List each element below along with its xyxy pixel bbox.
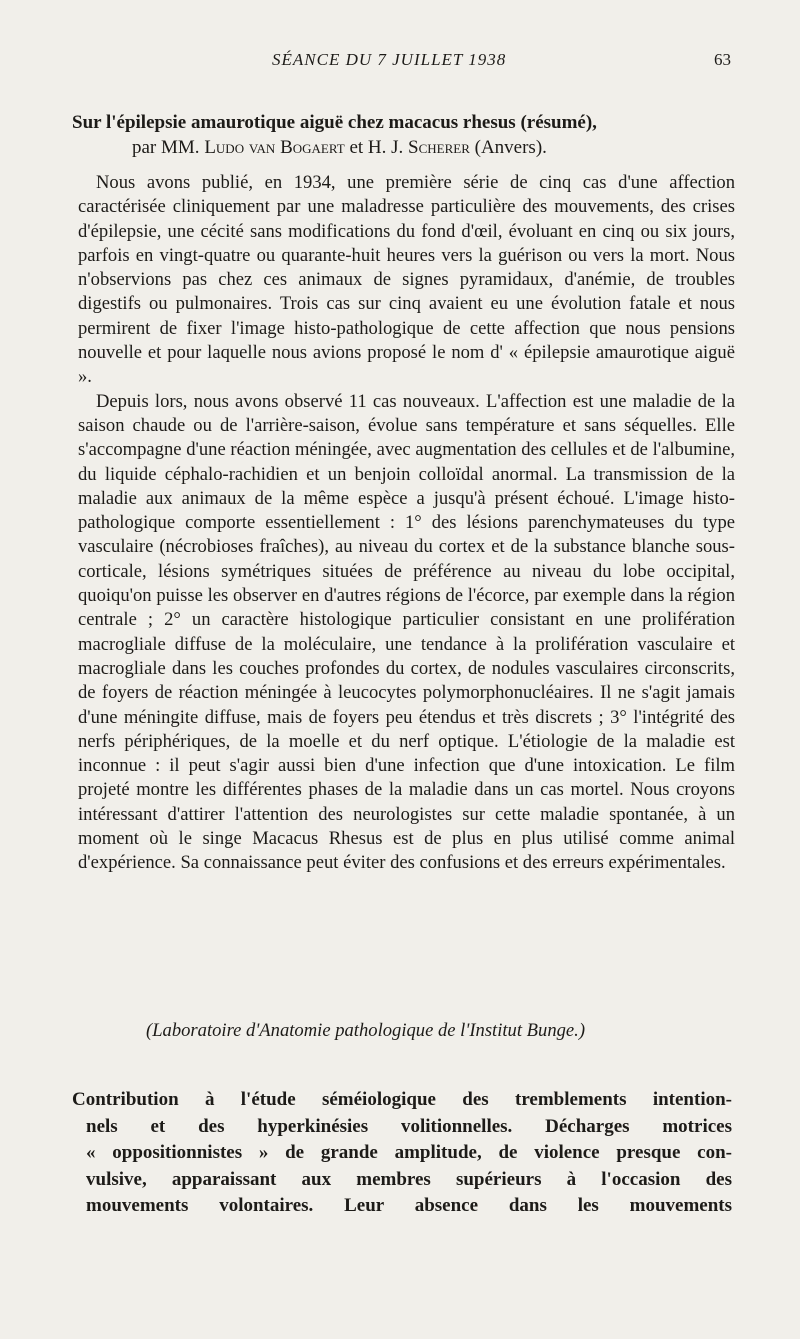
- running-head-title: SÉANCE DU 7 JUILLET 1938: [272, 50, 507, 69]
- paragraph: Depuis lors, nous avons observé 11 cas nouveaux. L'affection est une maladie de la saison chaude ou de l'arrière-saison, évolue sans température et sans séquelles. Elle s'accompagne d'une réaction méningée, avec augmentation des cellules et de l'albumine, du liquide céphalo-rachidien et un benjoin colloïdal anormal. La transmission de la maladie aux animaux de la même espèce a jusqu'à présent échoué. L'image histo-pathologique comporte essentiellement : 1° des lésions parenchymateuses du type vasculaire (nécrobioses fraîches), au niveau du cortex et de la substance blanche sous-corticale, lésions symétriques situées de préférence au niveau du lobe occipital, quoiqu'on puisse les observer en d'autres régions de l'écorce, par exemple dans la région centrale ; 2° un caractère histologique particulier consistant en une prolifération macrogliale diffuse de la moléculaire, une tendance à la prolifération vasculaire et macrogliale dans les couches profondes du cortex, de nodules vasculaires circonscrits, de foyers de réaction méningée à leucocytes polymorphonucléaires. Il ne s'agit jamais d'une méningite diffuse, mais de foyers peu étendus et très discrets ; 3° l'intégrité des nerfs périphériques, de la moelle et du nerf optique. L'étiologie de la maladie est inconnue : il peut s'agir aussi bien d'une infection que d'une intoxication. Le film projeté montre les différentes phases de la maladie dans un cas mortel. Nous croyons intéressant d'attirer l'attention des neurologistes sur cette maladie spontanée, à un moment où le singe Macacus Rhesus est de plus en plus utilisé comme animal d'expérience. Sa connaissance peut éviter des confusions et des erreurs expérimentales.: [78, 390, 735, 874]
- article-body: [78, 171, 735, 876]
- next-article-title: [72, 1087, 732, 1220]
- next-title-line: Contribution à l'étude séméiologique des tremblements intention-: [72, 1089, 732, 1110]
- byline-prefix: par MM.: [132, 137, 200, 158]
- next-title-line: mouvements volontaires. Leur absence dans les mouvements: [86, 1195, 732, 1216]
- next-title-line: nels et des hyperkinésies volitionnelles. Décharges motrices: [86, 1115, 732, 1137]
- byline-et: et: [349, 137, 364, 158]
- page-number: 63: [714, 50, 731, 69]
- next-title-line: « oppositionnistes » de grande amplitude, de violence presque con-: [86, 1142, 732, 1163]
- byline-location: (Anvers).: [474, 137, 547, 158]
- next-title-line: vulsive, apparaissant aux membres supérieurs à l'occasion des: [86, 1168, 732, 1190]
- author-2: H. J. Scherer: [367, 137, 470, 158]
- article-title-block: [72, 110, 742, 160]
- affiliation: (Laboratoire d'Anatomie pathologique de l'Institut Bunge.): [146, 1020, 586, 1041]
- paragraph: Nous avons publié, en 1934, une première série de cinq cas d'une affection caractérisée cliniquement par une maladresse particulière des mouvements, des crises d'épilepsie, une cécité sans modifications du fond d'œil, évoluant en cinq ou six jours, parfois en vingt-quatre ou quarante-huit heures vers la guérison ou vers la mort. Nous n'observions pas chez ces animaux de signes pyramidaux, d'anémie, de troubles digestifs ou pulmonaires. Trois cas sur cinq avaient eu une évolution fatale et nous permirent de fixer l'image histo-pathologique de cette affection que nous pensions nouvelle et pour laquelle nous avions proposé le nom d' « épilepsie amaurotique aiguë ».: [78, 172, 735, 388]
- article-byline: [72, 135, 742, 160]
- author-1: Ludo van Bogaert: [204, 137, 345, 158]
- article-title: Sur l'épilepsie amaurotique aiguë chez macacus rhesus (résumé),: [72, 112, 597, 133]
- running-head: [0, 50, 800, 74]
